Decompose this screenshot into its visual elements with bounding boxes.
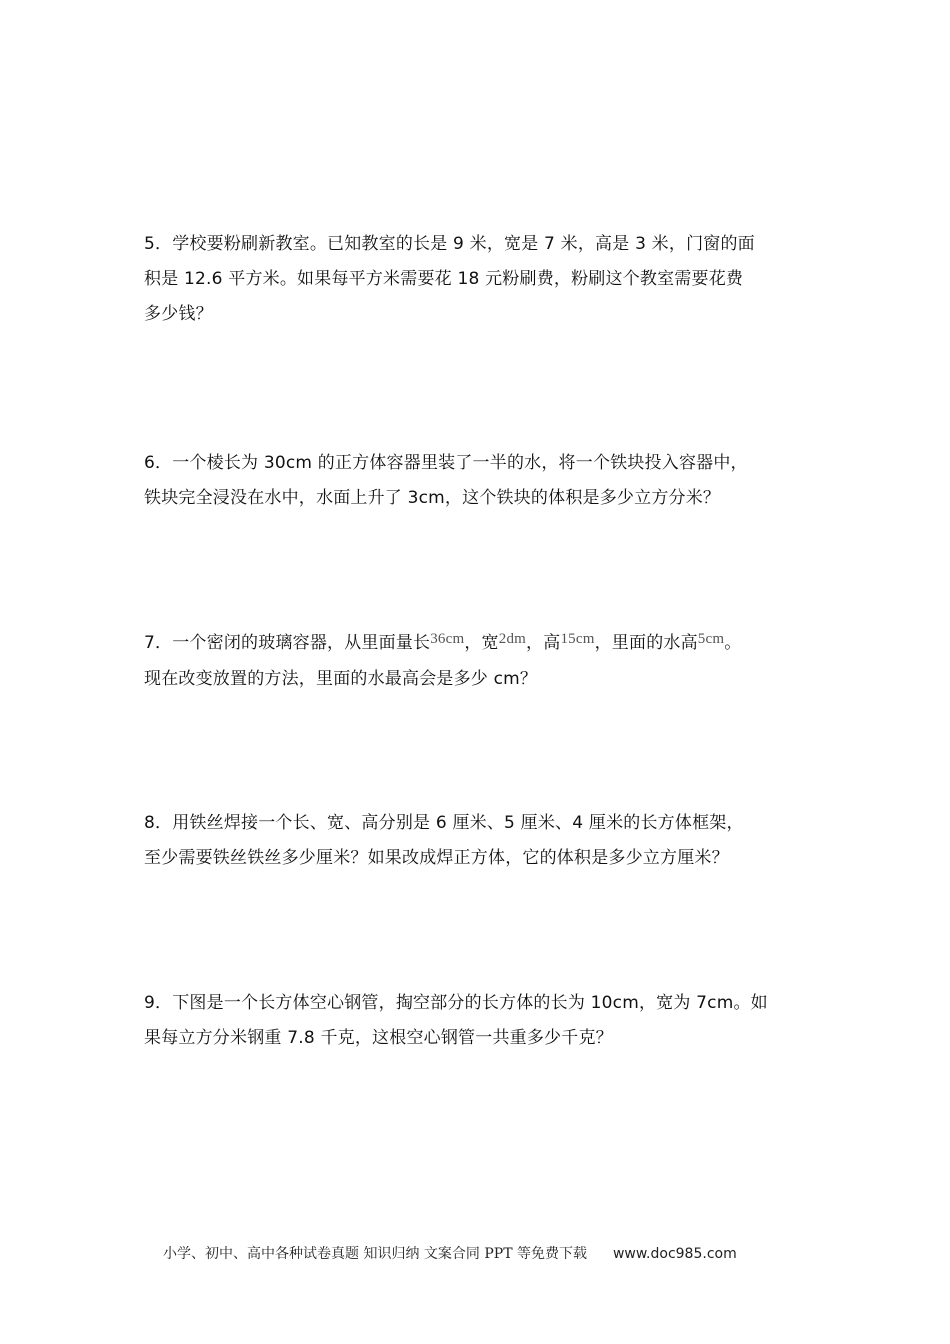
problem-7-text-4: ，里面的水高 [594, 633, 698, 653]
problem-7-width: 2dm [498, 631, 527, 647]
problem-6-line-1: 6．一个棱长为 30cm 的正方体容器里装了一半的水，将一个铁块投入容器中， [144, 453, 748, 473]
problem-8-line-2: 至少需要铁丝铁丝多少厘米？如果改成焊正方体，它的体积是多少立方厘米？ [144, 848, 729, 868]
problem-7-height: 15cm [560, 631, 595, 647]
footer-url[interactable]: www.doc985.com [612, 1246, 737, 1262]
problem-6-line-2: 铁块完全浸没在水中，水面上升了 3cm，这个铁块的体积是多少立方分米？ [144, 488, 721, 508]
problem-9-line-2: 果每立方分米钢重 7.8 千克，这根空心钢管一共重多少千克？ [144, 1028, 613, 1048]
problem-5-line-1: 5．学校要粉刷新教室。已知教室的长是 9 米，宽是 7 米，高是 3 米，门窗的面 [144, 234, 755, 254]
problem-7-text-3: ，高 [526, 633, 561, 653]
problem-5-line-2: 积是 12.6 平方米。如果每平方米需要花 18 元粉刷费，粉刷这个教室需要花费 [144, 269, 744, 289]
problem-8 [144, 806, 824, 876]
problem-7-length: 36cm [430, 631, 465, 647]
problem-8-line-1: 8．用铁丝焊接一个长、宽、高分别是 6 厘米、5 厘米、4 厘米的长方体框架， [144, 813, 744, 833]
problem-7-text-1: 7．一个密闭的玻璃容器，从里面量长 [144, 633, 431, 653]
problem-6 [144, 446, 824, 516]
problem-7-line-2: 现在改变放置的方法，里面的水最高会是多少 cm？ [144, 669, 538, 689]
problem-7-text-5: 。 [724, 633, 742, 653]
footer-text: 小学、初中、高中各种试卷真题 知识归纳 文案合同 PPT 等免费下载 [163, 1246, 587, 1262]
problem-7 [144, 626, 824, 697]
problem-7-line-1 [144, 626, 824, 662]
problem-5-line-3: 多少钱？ [144, 304, 213, 324]
problem-9 [144, 986, 824, 1056]
page-footer [163, 1242, 737, 1266]
problem-7-water-height: 5cm [697, 631, 725, 647]
problem-9-line-1: 9．下图是一个长方体空心钢管，掏空部分的长方体的长为 10cm，宽为 7cm。如 [144, 993, 768, 1013]
problem-5 [144, 227, 824, 332]
problem-7-text-2: ，宽 [464, 633, 499, 653]
